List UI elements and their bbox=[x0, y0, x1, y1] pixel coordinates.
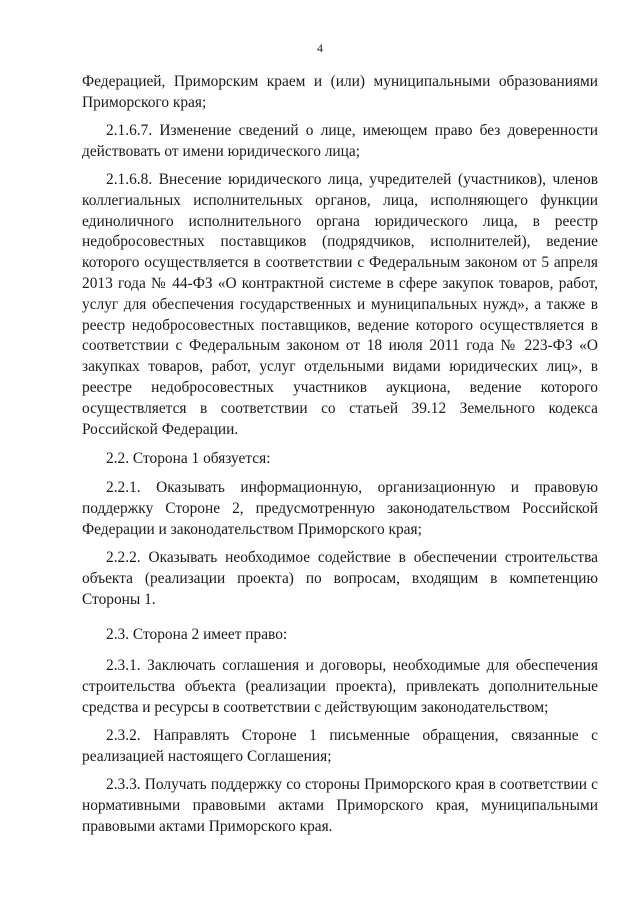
paragraph-2-3: 2.3. Сторона 2 имеет право: bbox=[106, 626, 288, 643]
paragraph-2-1-6-7: 2.1.6.7. Изменение сведений о лице, имеющем право без доверенности действовать от имени юридического лица; bbox=[82, 122, 598, 160]
paragraph-2-3-1: 2.3.1. Заключать соглашения и договоры, необходимые для обеспечения строительства объекта (реализации проекта), привлекать дополнительные средства и ресурсы в соответствии с действующим законодательством; bbox=[82, 657, 598, 716]
paragraph-2-2: 2.2. Сторона 1 обязуется: bbox=[106, 450, 271, 467]
paragraph-2-2-2: 2.2.2. Оказывать необходимое содействие в обеспечении строительства объекта (реализации проекта) по вопросам, входящим в компетенцию Стороны 1. bbox=[82, 549, 598, 608]
paragraph-continuation: Федерацией, Приморским краем и (или) муниципальными образованиями Приморского края; bbox=[82, 73, 598, 111]
page-number: 4 bbox=[317, 41, 323, 55]
paragraph-2-3-3: 2.3.3. Получать поддержку со стороны Приморского края в соответствии с нормативными правовыми актами Приморского края, муниципальными правовыми актами Приморского края. bbox=[82, 776, 598, 835]
paragraph-2-1-6-8: 2.1.6.8. Внесение юридического лица, учредителей (участников), членов коллегиальных исполнительных органов, лица, исполняющего функции единоличного исполнительного органа юридического лица, в реестр недобросовестных поставщиков (подрядчиков, исполнителей), ведение которого осуществляется в соответствии с Федеральным законом от 5 апреля 2013 года № 44-ФЗ «О контрактной системе в сфере закупок товаров, работ, услуг для обеспечения государственных и муниципальных нужд», а также в реестр недобросовестных поставщиков, ведение которого осуществляется в соответствии с Федеральным законом от 18 июля 2011 года № 223-ФЗ «О закупках товаров, работ, услуг отдельными видами юридических лиц», в реестре недобросовестных участников аукциона, ведение которого осуществляется в соответствии со статьей 39.12 Земельного кодекса Российской Федерации. bbox=[82, 171, 598, 438]
paragraph-2-3-2: 2.3.2. Направлять Стороне 1 письменные обращения, связанные с реализацией настоящего Соглашения; bbox=[82, 727, 598, 765]
paragraph-2-2-1: 2.2.1. Оказывать информационную, организационную и правовую поддержку Стороне 2, предусмотренную законодательством Российской Федерации и законодательством Приморского края; bbox=[82, 479, 598, 538]
